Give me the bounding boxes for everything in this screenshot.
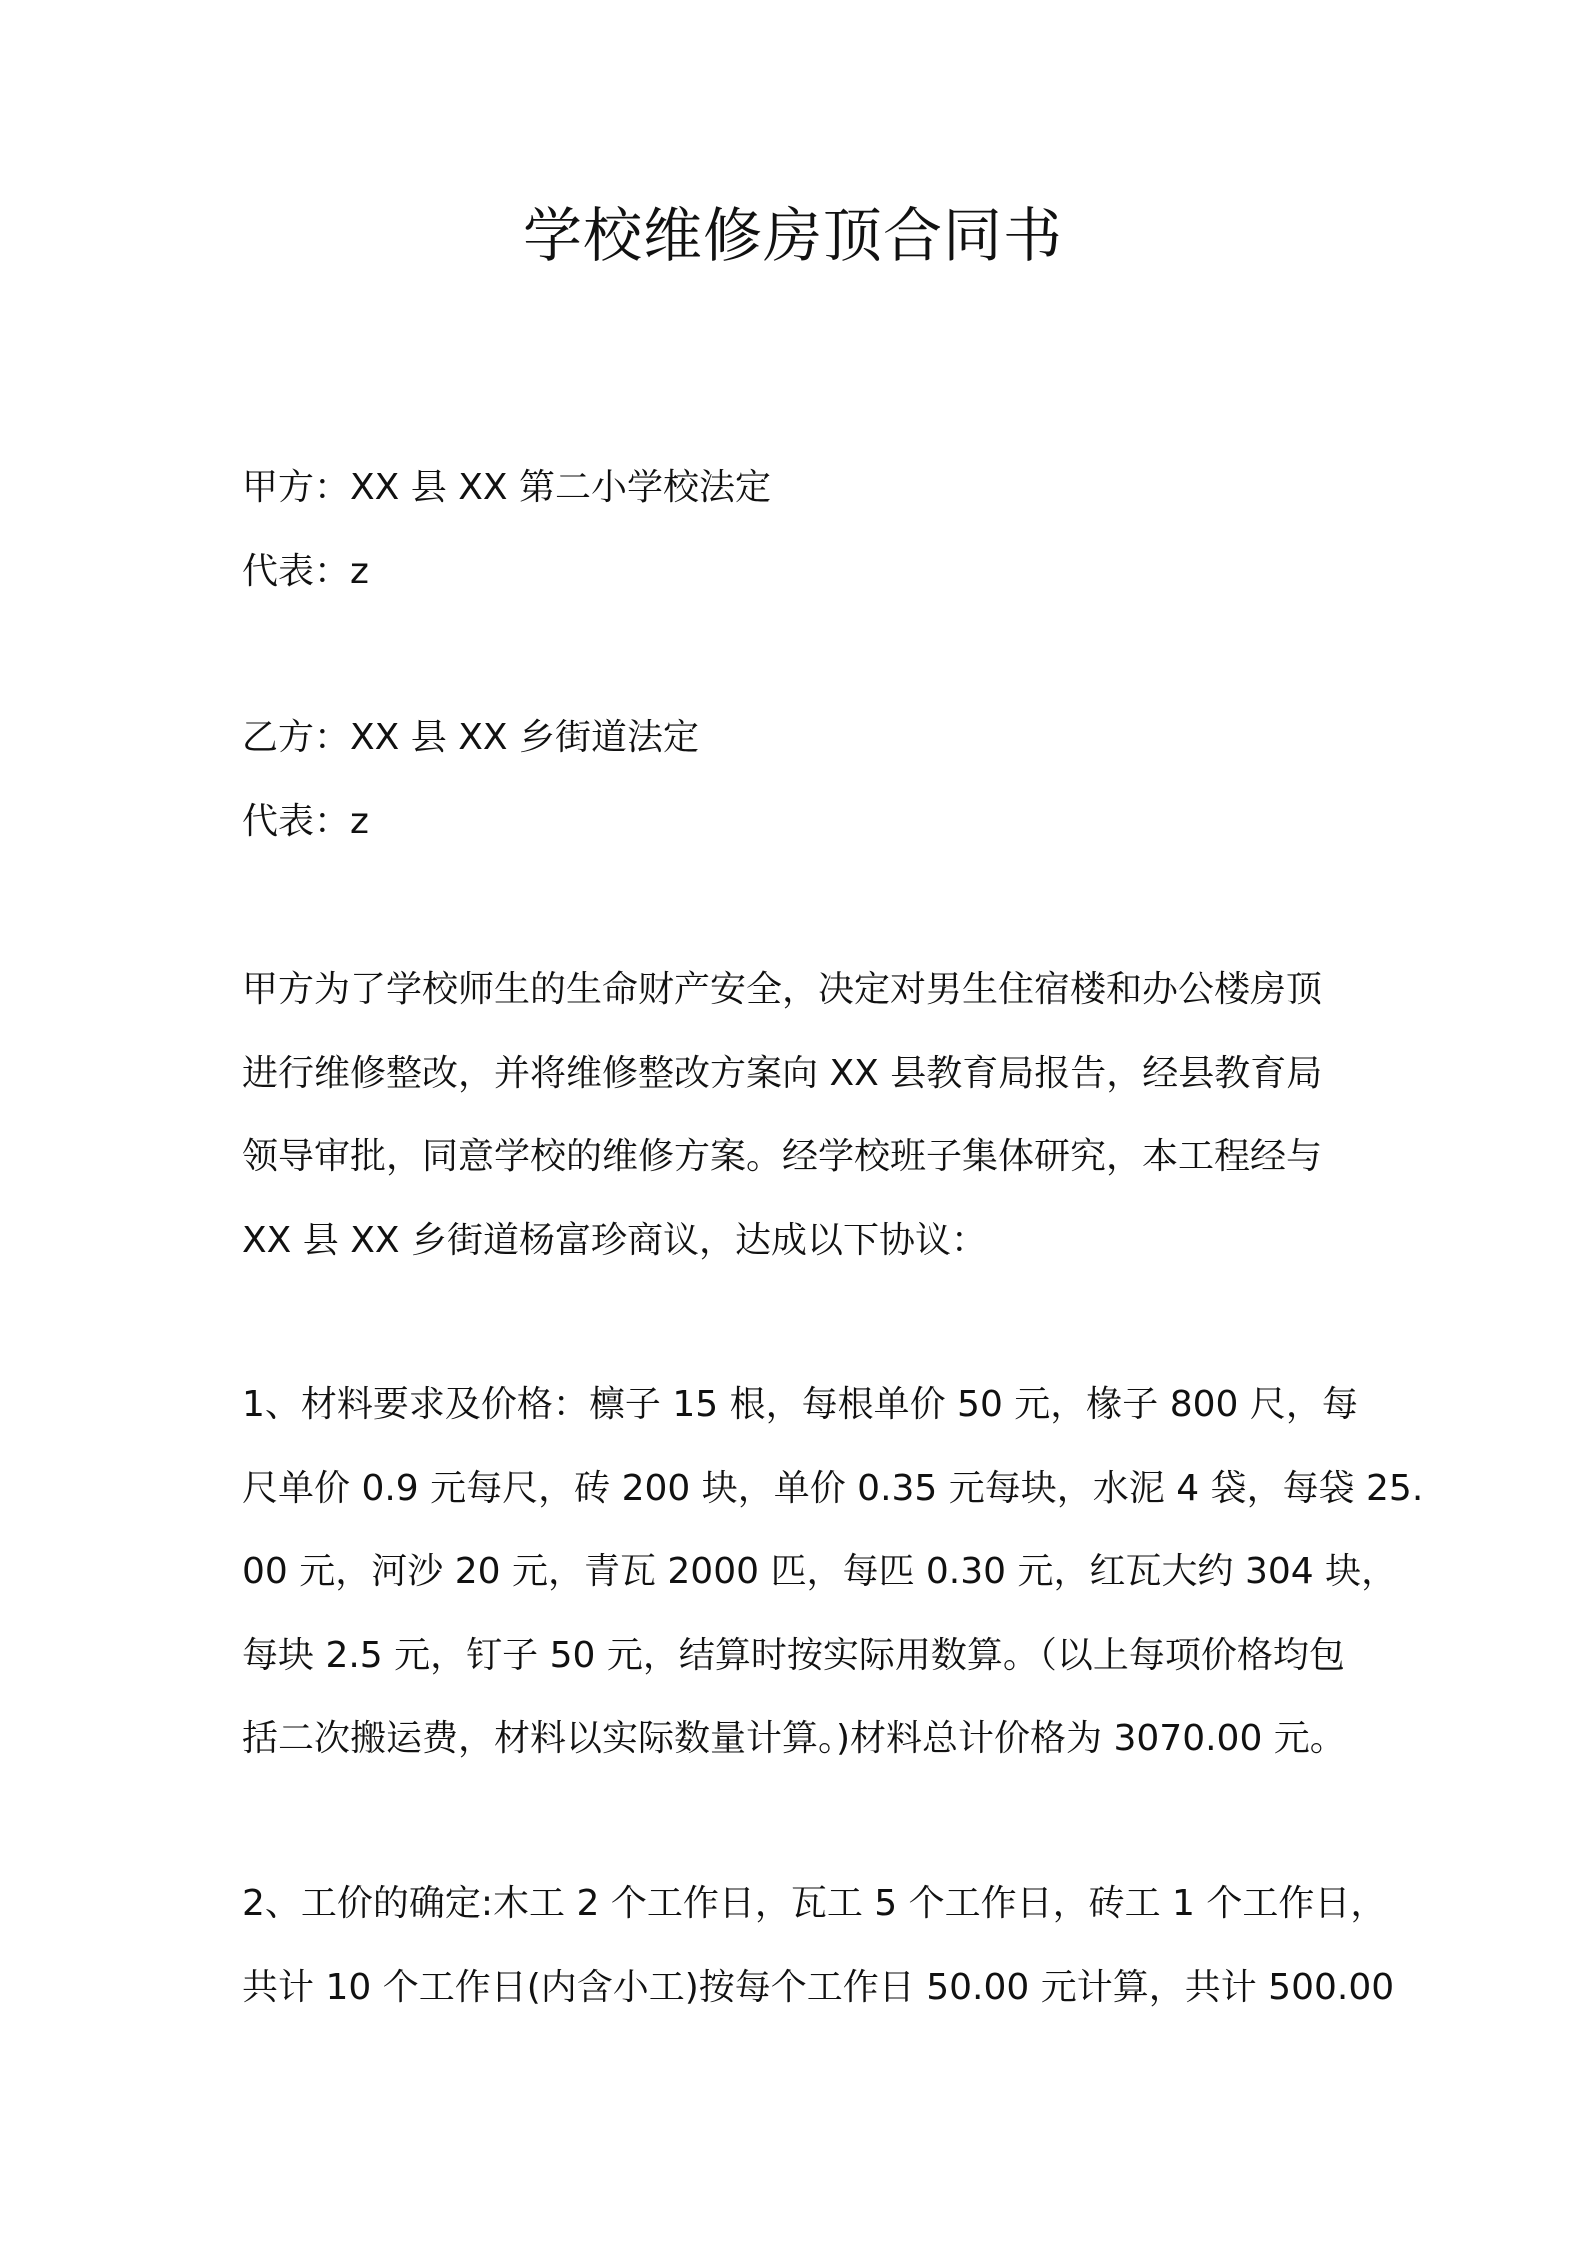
clause-1-line: 尺单价 0.9 元每尺，砖 200 块，单价 0.35 元每块，水泥 4 袋，每袋 25. (242, 1467, 1424, 1509)
clause-1-line: 00 元，河沙 20 元，青瓦 2000 匹，每匹 0.30 元，红瓦大约 304 块， (242, 1551, 1398, 1592)
party-b-representative: 代表：z (242, 801, 369, 842)
clause-1-line: 每块 2.5 元，钉子 50 元，结算时按实际用数算。（以上每项价格均包 (242, 1634, 1345, 1676)
clause-1-paragraph (242, 1363, 1424, 1781)
party-a-representative: 代表：z (242, 551, 369, 592)
clause-2-paragraph (242, 1862, 1395, 2029)
intro-line: XX 县 XX 乡街道杨富珍商议，达成以下协议： (242, 1219, 987, 1261)
intro-paragraph (242, 948, 1362, 1282)
intro-line: 领导审批，同意学校的维修方案。经学校班子集体研究，本工程经与 (242, 1136, 1323, 1177)
intro-line: 进行维修整改，并将维修整改方案向 XX 县教育局报告，经县教育局 (242, 1052, 1323, 1094)
clause-1-line: 括二次搬运费，材料以实际数量计算。)材料总计价格为 3070.00 元。 (242, 1718, 1346, 1759)
party-b-line: 乙方：XX 县 XX 乡街道法定 (242, 717, 699, 758)
intro-line: 甲方为了学校师生的生命财产安全，决定对男生住宿楼和办公楼房顶 (242, 969, 1323, 1010)
clause-2-line: 2、工价的确定:木工 2 个工作日，瓦工 5 个工作日，砖工 1 个工作日， (242, 1883, 1387, 1924)
clause-2-line: 共计 10 个工作日(内含小工)按每个工作日 50.00 元计算，共计 500.00 (242, 1966, 1395, 2008)
party-a-line: 甲方：XX 县 XX 第二小学校法定 (242, 467, 771, 508)
clause-1-line: 1、材料要求及价格：檩子 15 根，每根单价 50 元，椽子 800 尺，每 (242, 1384, 1358, 1425)
document-title: 学校维修房顶合同书 (522, 201, 1063, 270)
